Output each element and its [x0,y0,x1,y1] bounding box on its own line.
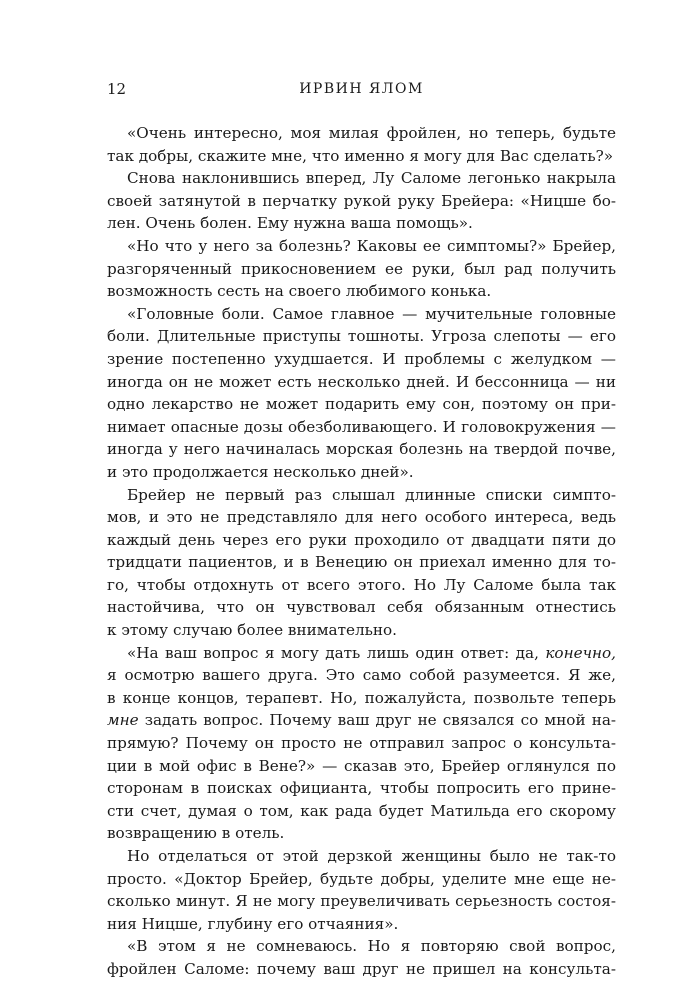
line-text: так добры, скажите мне, что именно я могу для Вас сделать?» [107,146,614,165]
text-line [107,235,616,258]
text-line [107,167,616,190]
line-text: разгоряченный прикосновением ее руки, был рад получить [107,259,616,278]
text-line [107,393,616,416]
text-line [107,145,616,168]
line-text: и это продолжается несколько дней». [107,462,414,481]
line-text: к этому случаю более внимательно. [107,621,397,640]
text-line [107,551,616,574]
text-line [107,755,616,778]
line-text: Но отделаться от этой дерзкой женщины было не так-то [127,847,616,865]
line-text: «На ваш вопрос я могу дать лишь один ответ: да, [127,643,546,662]
line-text: одно лекарство не может подарить ему сон, поэтому он при- [107,395,616,414]
line-text: «Но что у него за болезнь? Каковы ее симптомы?» Брейер, [127,236,616,255]
line-text: боли. Длительные приступы тошноты. Угроза слепоты — его [107,327,616,346]
line-text: возвращению в отель. [107,824,285,843]
text-line [107,596,616,619]
body-text [107,122,616,981]
text-line [107,913,616,936]
line-text: просто. «Доктор Брейер, будьте добры, уделите мне еще не- [107,869,616,888]
text-line [107,371,616,394]
line-text: своей затянутой в перчатку рукой руку Брейера: «Ницше бо- [107,191,616,210]
line-text: «В этом я не сомневаюсь. Но я повторяю свой вопрос, [127,937,616,956]
text-line [107,664,616,687]
line-text: прямую? Почему он просто не отправил запрос о консульта- [107,734,616,753]
text-line [107,687,616,710]
text-line [107,122,616,145]
text-line [107,212,616,235]
text-line [107,461,616,484]
line-text: я осмотрю вашего друга. Это само собой разумеется. Я же, [107,666,616,685]
line-text: возможность сесть на своего любимого конька. [107,282,492,301]
text-line [107,348,616,371]
text-line [107,416,616,439]
line-text: задать вопрос. Почему ваш друг не связался со мной на- [138,711,616,730]
text-line [107,190,616,213]
text-line [107,642,616,665]
text-line [107,868,616,891]
text-line [107,484,616,507]
line-text: иногда он не может есть несколько дней. И бессонница — ни [107,372,616,391]
text-line [107,258,616,281]
line-text: фройлен Саломе: почему ваш друг не пришел на консульта- [107,959,616,978]
text-line [107,845,616,868]
text-line [107,280,616,303]
text-line [107,732,616,755]
line-text: ния Ницше, глубину его отчаяния». [107,914,399,933]
text-line [107,506,616,529]
line-text: каждый день через его руки проходило от двадцати пяти до [107,530,616,549]
line-text: го, чтобы отдохнуть от всего этого. Но Лу Саломе была так [107,575,616,594]
text-line [107,800,616,823]
line-text: ции в мой офис в Вене?» — сказав это, Брейер оглянулся по [107,756,616,775]
text-line [107,890,616,913]
text-line [107,709,616,732]
line-text: зрение постепенно ухудшается. И проблемы с желудком — [107,349,616,368]
running-head: ИРВИН ЯЛОМ [299,81,424,97]
line-text: тридцати пациентов, и в Венецию он приехал именно для то- [107,553,616,572]
line-text: нимает опасные дозы обезболивающего. И головокружения — [107,417,616,436]
line-text: лен. Очень болен. Ему нужна ваша помощь». [107,214,473,233]
italic-text: конечно, [545,643,616,662]
line-text: сти счет, думая о том, как рада будет Матильда его скорому [107,801,616,820]
text-line [107,822,616,845]
text-line [107,958,616,981]
text-line [107,777,616,800]
line-text: Снова наклонившись вперед, Лу Саломе легонько накрыла [127,169,616,188]
italic-text: мне [107,711,139,730]
text-line [107,438,616,461]
line-text: мов, и это не представляло для него особого интереса, ведь [107,508,616,527]
line-text: Брейер не первый раз слышал длинные списки симпто- [127,485,616,504]
line-text: сторонам в поисках официанта, чтобы попросить его прине- [107,779,616,798]
text-line [107,303,616,326]
line-text: «Очень интересно, моя милая фройлен, но теперь, будьте [127,124,616,142]
line-text: настойчива, что он чувствовал себя обязанным отнестись [107,598,616,617]
page-number: 12 [107,80,127,98]
line-text: «Головные боли. Самое главное — мучительные головные [127,304,616,323]
line-text: в конце концов, терапевт. Но, пожалуйста, позвольте теперь [107,688,616,707]
line-text: иногда у него начиналась морская болезнь на твердой почве, [107,440,616,459]
text-line [107,619,616,642]
line-text: сколько минут. Я не могу преувеличивать серьезность состоя- [107,892,616,911]
text-line [107,529,616,552]
text-line [107,574,616,597]
text-line [107,935,616,958]
text-line [107,325,616,348]
